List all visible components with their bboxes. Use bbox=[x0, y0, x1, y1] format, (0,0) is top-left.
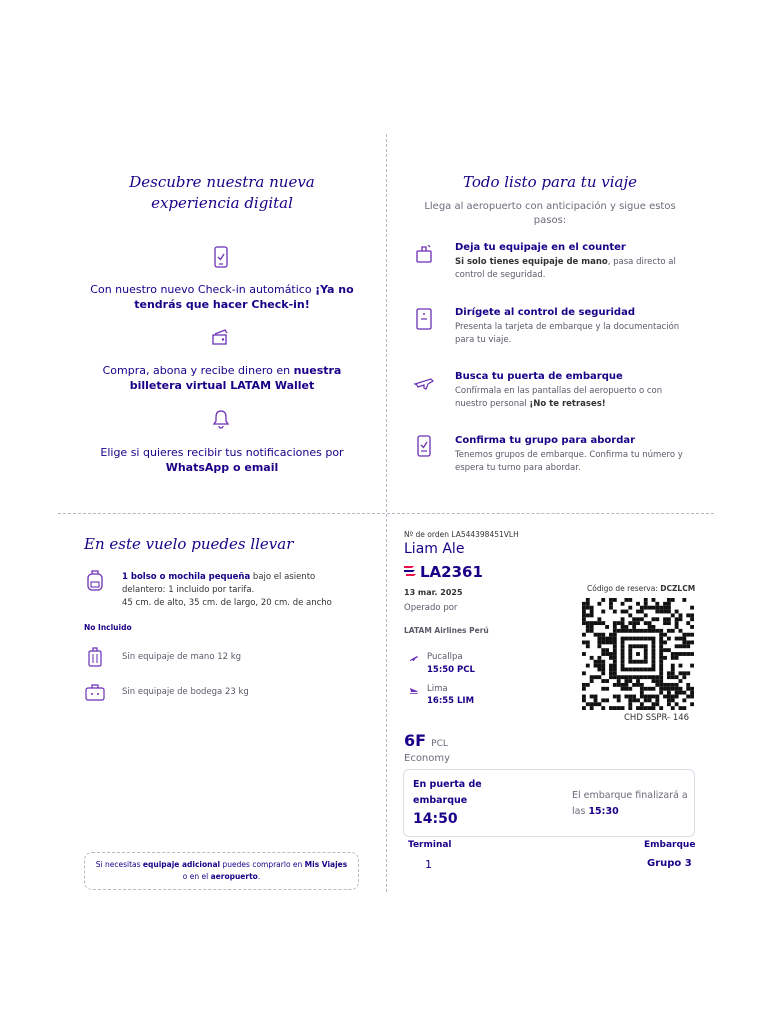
boarding-end: El embarque finalizará a las 15:30 bbox=[572, 790, 688, 817]
step-4-desc: Tenemos grupos de embarque. Confirma tu número y espera tu turno para abordar. bbox=[455, 450, 683, 473]
backpack-icon bbox=[84, 568, 106, 592]
boarding-gate-card bbox=[403, 769, 695, 837]
origin-time: 15:50 PCL bbox=[427, 665, 475, 675]
trip-ready-subtitle: Llega al aeropuerto con anticipación y sigue estos pasos: bbox=[424, 201, 676, 226]
reservation-code: Código de reserva: DCZLCM bbox=[587, 584, 696, 593]
security-ticket-icon bbox=[415, 307, 433, 331]
step-4-title: Confirma tu grupo para abordar bbox=[455, 435, 636, 446]
terminal-value: 1 bbox=[425, 858, 432, 871]
personal-item-text: 1 bolso o mochila pequeña bajo el asiento delantero: 1 incluido por tarifa. 45 cm. de alto, 35 cm. de largo, 20 cm. de ancho bbox=[122, 572, 332, 608]
step-1-title: Deja tu equipaje en el counter bbox=[455, 242, 626, 253]
digital-experience-title: Descubre nuestra nueva experiencia digital bbox=[129, 173, 315, 212]
group-value: Grupo 3 bbox=[647, 858, 692, 869]
airport-link[interactable]: aeropuerto bbox=[210, 872, 258, 881]
gate-label: En puerta de embarque bbox=[413, 779, 482, 806]
plane-gate-icon bbox=[413, 375, 435, 391]
destination-time: 16:55 LIM bbox=[427, 696, 475, 706]
flight-number: LA2361 bbox=[420, 563, 483, 581]
phone-check-icon bbox=[213, 246, 229, 268]
carry-on-icon bbox=[87, 646, 103, 668]
landing-icon bbox=[409, 686, 419, 694]
additional-baggage-note: Si necesitas equipaje adicional puedes comprarlo en Mis Viajes o en el aeropuerto. bbox=[84, 852, 359, 890]
latam-logo-icon bbox=[403, 564, 419, 578]
step-1 bbox=[455, 242, 690, 282]
step-3-desc: Confírmala en las pantallas del aeropuerto o con nuestro personal ¡No te retrases! bbox=[455, 386, 663, 409]
operator-name: LATAM Airlines Perú bbox=[404, 626, 489, 635]
group-label: Embarque bbox=[644, 840, 696, 850]
seat-number: 6F bbox=[404, 731, 427, 750]
cabin-class: Economy bbox=[404, 753, 451, 764]
group-check-icon bbox=[416, 435, 432, 457]
no-carry-on-text: Sin equipaje de mano 12 kg bbox=[122, 652, 242, 662]
takeoff-icon bbox=[409, 654, 419, 662]
destination-city: Lima bbox=[427, 684, 448, 694]
barcode-caption: CHD SSPR- 146 bbox=[624, 713, 690, 723]
origin-city: Pucallpa bbox=[427, 652, 463, 662]
horizontal-divider bbox=[58, 513, 714, 514]
step-2 bbox=[455, 307, 685, 347]
wallet-plane-icon bbox=[210, 328, 232, 346]
passenger-name: Liam Ale bbox=[404, 541, 465, 557]
no-checked-bag-text: Sin equipaje de bodega 23 kg bbox=[122, 687, 249, 697]
luggage-counter-icon bbox=[414, 243, 434, 265]
step-2-desc: Presenta la tarjeta de embarque y la documentación para tu viaje. bbox=[455, 322, 680, 345]
bell-icon bbox=[212, 409, 230, 429]
checkin-text: Con nuestro nuevo Check-in automático ¡Ya no tendrás que hacer Check-in! bbox=[90, 283, 354, 311]
checked-bag-icon bbox=[84, 683, 106, 703]
extra-baggage-link[interactable]: equipaje adicional bbox=[142, 860, 221, 869]
seat-block bbox=[404, 731, 448, 750]
step-3 bbox=[455, 371, 685, 411]
operated-by-label: Operado por bbox=[404, 603, 458, 613]
step-1-desc: Si solo tienes equipaje de mano, pasa directo al control de seguridad. bbox=[455, 257, 676, 280]
step-4 bbox=[455, 435, 685, 475]
order-number: Nº de orden LA544398451VLH bbox=[404, 530, 519, 539]
step-2-title: Dirígete al control de seguridad bbox=[455, 307, 635, 318]
baggage-title: En este vuelo puedes llevar bbox=[84, 535, 294, 553]
wallet-text: Compra, abona y recibe dinero en nuestra billetera virtual LATAM Wallet bbox=[102, 364, 342, 392]
not-included-label: No Incluido bbox=[84, 623, 132, 632]
seat-code: PCL bbox=[431, 739, 448, 749]
terminal-label: Terminal bbox=[408, 840, 452, 850]
mis-viajes-link[interactable]: Mis Viajes bbox=[304, 860, 348, 869]
gate-time: 14:50 bbox=[413, 811, 458, 827]
boarding-barcode bbox=[580, 598, 696, 710]
step-3-title: Busca tu puerta de embarque bbox=[455, 371, 623, 382]
trip-ready-title: Todo listo para tu viaje bbox=[462, 173, 638, 191]
notifications-text: Elige si quieres recibir tus notificaciones por WhatsApp o email bbox=[100, 446, 344, 474]
flight-date: 13 mar. 2025 bbox=[404, 588, 463, 597]
